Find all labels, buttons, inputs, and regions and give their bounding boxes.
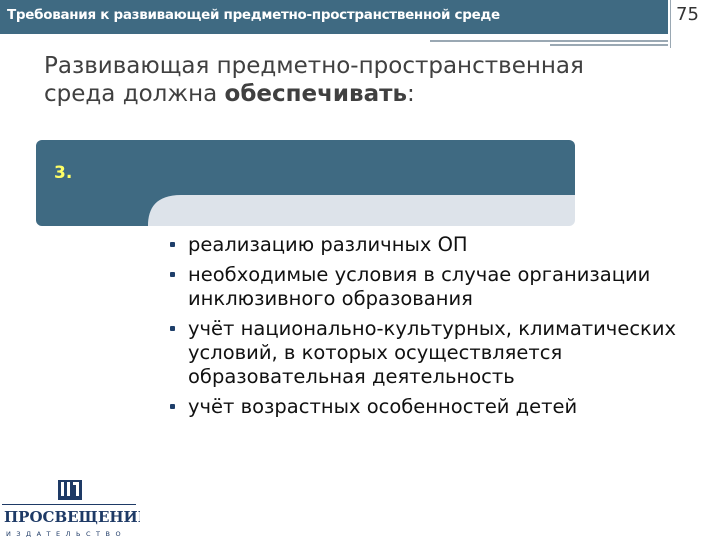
heading-line-2: среда должна обеспечивать:: [44, 81, 415, 107]
list-item: учёт национально-культурных, климатических условий, в которых осуществляется образовательная деятельность: [168, 317, 688, 389]
card-number: 3.: [54, 163, 73, 183]
logo-name: ПРОСВЕЩЕНИЕ: [4, 508, 140, 526]
bullet-icon: [170, 404, 175, 409]
main-heading: [44, 52, 664, 108]
bullet-icon: [170, 272, 175, 277]
heading-line-1: Развивающая предметно-пространственная: [44, 53, 584, 79]
list-item: реализацию различных ОП: [168, 233, 688, 257]
list-item: необходимые условия в случае организации инклюзивного образования: [168, 263, 688, 311]
publisher-logo: [0, 478, 140, 540]
page-number: 75: [676, 4, 699, 25]
page-number-divider: [670, 0, 671, 48]
logo-subtitle: ИЗДАТЕЛЬСТВО: [6, 530, 127, 538]
header-bar: [0, 0, 668, 34]
header-decoration: [430, 34, 668, 48]
heading-emphasis: обеспечивать: [224, 81, 407, 107]
slide-title: Требования к развивающей предметно-пространственной среде: [7, 7, 500, 23]
list-item: учёт возрастных особенностей детей: [168, 395, 688, 419]
bullet-list: [168, 233, 688, 425]
bullet-icon: [170, 242, 175, 247]
numbered-card: [36, 140, 575, 226]
logo-icon: [0, 478, 140, 540]
card-background: [36, 140, 575, 226]
bullet-icon: [170, 326, 175, 331]
